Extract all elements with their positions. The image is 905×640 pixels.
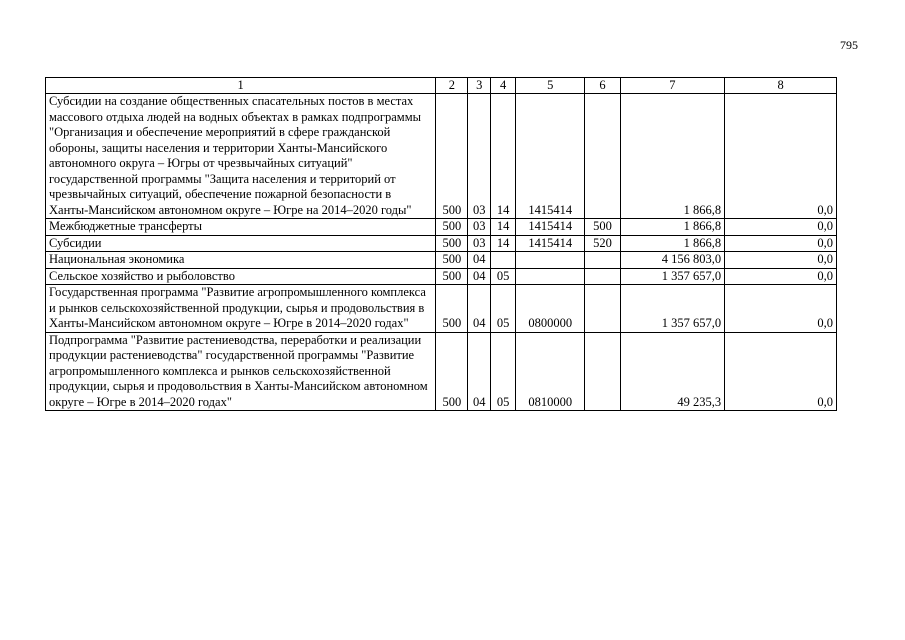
cell-amount-2: 0,0	[725, 94, 837, 219]
cell-section-code: 03	[468, 219, 491, 236]
column-header-1: 1	[46, 78, 436, 94]
table-row	[46, 219, 837, 236]
page-number: 795	[840, 38, 858, 52]
column-header-3: 3	[468, 78, 491, 94]
row-description: Сельское хозяйство и рыболовство	[46, 268, 436, 285]
cell-subsection-code	[491, 252, 516, 269]
table-row	[46, 332, 837, 411]
row-description: Подпрограмма "Развитие растениеводства, переработки и реализации продукции растениеводства" государственной программы "Развитие агропромышленного комплекса и рынков сельскохозяйственной продукции, сырья и продовольствия в Ханты-Мансийском автономном округе – Югре в 2014–2020 годах"	[46, 332, 436, 411]
table-row	[46, 235, 837, 252]
cell-ministry-code: 500	[436, 94, 468, 219]
cell-amount: 1 357 657,0	[620, 285, 725, 333]
row-description: Национальная экономика	[46, 252, 436, 269]
cell-section-code: 04	[468, 268, 491, 285]
cell-target-article: 1415414	[516, 94, 585, 219]
cell-subsection-code: 14	[491, 235, 516, 252]
cell-expense-type	[585, 285, 620, 333]
cell-amount: 1 357 657,0	[620, 268, 725, 285]
column-header-6: 6	[585, 78, 620, 94]
cell-expense-type: 520	[585, 235, 620, 252]
column-header-5: 5	[516, 78, 585, 94]
cell-expense-type: 500	[585, 219, 620, 236]
cell-amount-2: 0,0	[725, 219, 837, 236]
cell-amount: 4 156 803,0	[620, 252, 725, 269]
cell-expense-type	[585, 252, 620, 269]
column-header-8: 8	[725, 78, 837, 94]
cell-expense-type	[585, 94, 620, 219]
row-description: Субсидии на создание общественных спасательных постов в местах массового отдыха людей на водных объектах в рамках подпрограммы "Организация и обеспечение мероприятий в сфере гражданской обороны, защиты населения и территории Ханты-Мансийского автономного округа – Югры от чрезвычайных ситуаций" государственной программы "Защита населения и территорий от чрезвычайных ситуаций, обеспечение пожарной безопасности в Ханты-Мансийском автономном округе – Югре на 2014–2020 годы"	[46, 94, 436, 219]
cell-section-code: 04	[468, 285, 491, 333]
row-description: Государственная программа "Развитие агропромышленного комплекса и рынков сельскохозяйственной продукции, сырья и продовольствия в Ханты-Мансийском автономном округе – Югре в 2014–2020 годах"	[46, 285, 436, 333]
cell-amount-2: 0,0	[725, 268, 837, 285]
cell-ministry-code: 500	[436, 252, 468, 269]
table-row	[46, 268, 837, 285]
header-row	[46, 78, 837, 94]
cell-ministry-code: 500	[436, 332, 468, 411]
cell-target-article	[516, 268, 585, 285]
cell-amount: 49 235,3	[620, 332, 725, 411]
cell-target-article: 1415414	[516, 219, 585, 236]
column-header-2: 2	[436, 78, 468, 94]
cell-target-article: 1415414	[516, 235, 585, 252]
cell-subsection-code: 05	[491, 268, 516, 285]
cell-ministry-code: 500	[436, 285, 468, 333]
cell-amount-2: 0,0	[725, 332, 837, 411]
cell-amount: 1 866,8	[620, 219, 725, 236]
cell-section-code: 03	[468, 94, 491, 219]
cell-target-article: 0800000	[516, 285, 585, 333]
cell-amount-2: 0,0	[725, 285, 837, 333]
row-description: Субсидии	[46, 235, 436, 252]
column-header-4: 4	[491, 78, 516, 94]
cell-ministry-code: 500	[436, 219, 468, 236]
budget-table	[45, 77, 837, 411]
cell-ministry-code: 500	[436, 235, 468, 252]
cell-subsection-code: 14	[491, 94, 516, 219]
cell-section-code: 03	[468, 235, 491, 252]
cell-section-code: 04	[468, 332, 491, 411]
cell-section-code: 04	[468, 252, 491, 269]
cell-amount-2: 0,0	[725, 235, 837, 252]
table-row	[46, 94, 837, 219]
cell-amount: 1 866,8	[620, 235, 725, 252]
column-header-7: 7	[620, 78, 725, 94]
cell-amount-2: 0,0	[725, 252, 837, 269]
table-row	[46, 285, 837, 333]
cell-expense-type	[585, 268, 620, 285]
table-row	[46, 252, 837, 269]
cell-target-article: 0810000	[516, 332, 585, 411]
cell-target-article	[516, 252, 585, 269]
cell-subsection-code: 05	[491, 332, 516, 411]
cell-expense-type	[585, 332, 620, 411]
cell-ministry-code: 500	[436, 268, 468, 285]
cell-amount: 1 866,8	[620, 94, 725, 219]
cell-subsection-code: 14	[491, 219, 516, 236]
row-description: Межбюджетные трансферты	[46, 219, 436, 236]
cell-subsection-code: 05	[491, 285, 516, 333]
